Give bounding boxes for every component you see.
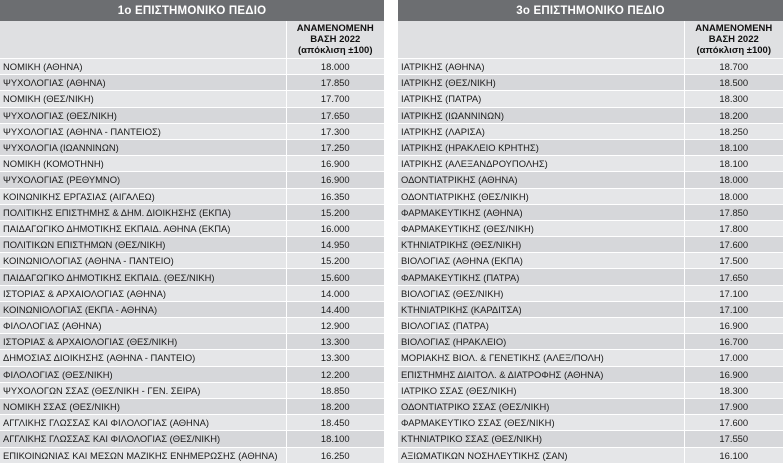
table-row — [398, 269, 783, 285]
expected-base-cell: 18.200 — [286, 398, 384, 414]
table-row — [398, 237, 783, 253]
table-row — [398, 59, 783, 75]
expected-base-cell: 17.250 — [286, 139, 384, 155]
expected-base-cell: 18.300 — [684, 91, 783, 107]
department-name-cell: ΑΓΓΛΙΚΗΣ ΓΛΩΣΣΑΣ ΚΑΙ ΦΙΛΟΛΟΓΙΑΣ (ΑΘΗΝΑ) — [0, 415, 286, 431]
department-name-cell: ΦΑΡΜΑΚΕΥΤΙΚΗΣ (ΠΑΤΡΑ) — [398, 269, 684, 285]
table-title: 1ο ΕΠΙΣΤΗΜΟΝΙΚΟ ΠΕΔΙΟ — [0, 0, 384, 21]
expected-base-cell: 17.550 — [684, 431, 783, 447]
table-row — [0, 382, 384, 398]
table-row — [0, 334, 384, 350]
table-row — [0, 431, 384, 447]
expected-base-cell: 18.100 — [684, 156, 783, 172]
department-name-cell: ΙΑΤΡΙΚΗΣ (ΑΘΗΝΑ) — [398, 59, 684, 75]
expected-base-cell: 17.100 — [684, 285, 783, 301]
department-name-cell: ΙΑΤΡΙΚΗΣ (ΑΛΕΞΑΝΔΡΟΥΠΟΛΗΣ) — [398, 156, 684, 172]
department-name-cell: ΕΠΙΣΤΗΜΗΣ ΔΙΑΙΤΟΛ. & ΔΙΑΤΡΟΦΗΣ (ΑΘΗΝΑ) — [398, 366, 684, 382]
department-name-cell: ΟΔΟΝΤΙΑΤΡΙΚΗΣ (ΑΘΗΝΑ) — [398, 172, 684, 188]
department-name-cell: ΒΙΟΛΟΓΙΑΣ (ΗΡΑΚΛΕΙΟ) — [398, 334, 684, 350]
department-name-cell: ΨΥΧΟΛΟΓΙΑΣ (ΑΘΗΝΑ - ΠΑΝΤΕΙΟΣ) — [0, 123, 286, 139]
expected-base-cell: 18.200 — [684, 107, 783, 123]
expected-base-cell: 18.850 — [286, 382, 384, 398]
table-title: 3ο ΕΠΙΣΤΗΜΟΝΙΚΟ ΠΕΔΙΟ — [398, 0, 783, 21]
table-row — [0, 59, 384, 75]
expected-base-cell: 16.900 — [684, 318, 783, 334]
expected-base-cell: 16.350 — [286, 188, 384, 204]
table-row — [0, 447, 384, 463]
expected-base-cell: 17.650 — [286, 107, 384, 123]
expected-base-cell: 17.300 — [286, 123, 384, 139]
expected-base-cell: 17.800 — [684, 220, 783, 236]
department-name-cell: ΨΥΧΟΛΟΓΙΑΣ (ΘΕΣ/ΝΙΚΗ) — [0, 107, 286, 123]
expected-base-cell: 17.100 — [684, 301, 783, 317]
table-row — [398, 334, 783, 350]
department-name-cell: ΚΤΗΝΙΑΤΡΙΚΟ ΣΣΑΣ (ΘΕΣ/ΝΙΚΗ) — [398, 431, 684, 447]
table-row — [0, 285, 384, 301]
expected-base-cell: 15.600 — [286, 269, 384, 285]
department-name-cell: ΑΓΓΛΙΚΗΣ ΓΛΩΣΣΑΣ ΚΑΙ ΦΙΛΟΛΟΓΙΑΣ (ΘΕΣ/ΝΙΚΗ) — [0, 431, 286, 447]
expected-base-cell: 12.900 — [286, 318, 384, 334]
table-row — [398, 318, 783, 334]
table-row — [398, 415, 783, 431]
department-name-cell: ΨΥΧΟΛΟΓΙΑΣ (ΑΘΗΝΑ) — [0, 75, 286, 91]
expected-base-cell: 16.700 — [684, 334, 783, 350]
name-column-header — [0, 21, 286, 59]
department-name-cell: ΠΟΛΙΤΙΚΩΝ ΕΠΙΣΤΗΜΩΝ (ΘΕΣ/ΝΙΚΗ) — [0, 237, 286, 253]
table-row — [398, 431, 783, 447]
expected-base-cell: 16.250 — [286, 447, 384, 463]
column-header-line: ΑΝΑΜΕΝΟΜΕΝΗ — [296, 23, 374, 34]
department-name-cell: ΒΙΟΛΟΓΙΑΣ (ΠΑΤΡΑ) — [398, 318, 684, 334]
table-row — [398, 91, 783, 107]
table-row — [0, 318, 384, 334]
table-row — [398, 447, 783, 463]
table-row — [398, 139, 783, 155]
table-row — [0, 269, 384, 285]
expected-base-cell: 13.300 — [286, 350, 384, 366]
department-name-cell: ΦΙΛΟΛΟΓΙΑΣ (ΘΕΣ/ΝΙΚΗ) — [0, 366, 286, 382]
table-field-3 — [398, 0, 783, 463]
expected-base-cell: 16.900 — [286, 172, 384, 188]
table-row — [0, 123, 384, 139]
department-name-cell: ΙΣΤΟΡΙΑΣ & ΑΡΧΑΙΟΛΟΓΙΑΣ (ΑΘΗΝΑ) — [0, 285, 286, 301]
expected-base-cell: 18.300 — [684, 382, 783, 398]
department-name-cell: ΦΑΡΜΑΚΕΥΤΙΚΟ ΣΣΑΣ (ΘΕΣ/ΝΙΚΗ) — [398, 415, 684, 431]
table-row — [0, 156, 384, 172]
table-row — [0, 366, 384, 382]
table-row — [0, 139, 384, 155]
table-row — [0, 350, 384, 366]
column-header-line: ΒΑΣΗ 2022 — [708, 34, 759, 45]
department-name-cell: ΙΑΤΡΙΚΟ ΣΣΑΣ (ΘΕΣ/ΝΙΚΗ) — [398, 382, 684, 398]
table-row — [0, 253, 384, 269]
expected-base-cell: 18.250 — [684, 123, 783, 139]
table-row — [398, 204, 783, 220]
expected-base-cell: 17.650 — [684, 269, 783, 285]
base-column-header — [286, 21, 384, 59]
table-row — [0, 188, 384, 204]
expected-base-cell: 12.200 — [286, 366, 384, 382]
table-row — [398, 301, 783, 317]
expected-base-cell: 15.200 — [286, 253, 384, 269]
expected-base-cell: 16.000 — [286, 220, 384, 236]
table-row — [398, 398, 783, 414]
table-row — [0, 172, 384, 188]
department-name-cell: ΒΙΟΛΟΓΙΑΣ (ΘΕΣ/ΝΙΚΗ) — [398, 285, 684, 301]
table-row — [398, 285, 783, 301]
expected-base-cell: 17.000 — [684, 350, 783, 366]
table-row — [398, 382, 783, 398]
expected-base-cell: 18.450 — [286, 415, 384, 431]
department-name-cell: ΦΑΡΜΑΚΕΥΤΙΚΗΣ (ΘΕΣ/ΝΙΚΗ) — [398, 220, 684, 236]
table-row — [398, 253, 783, 269]
department-name-cell: ΟΔΟΝΤΙΑΤΡΙΚΗΣ (ΘΕΣ/ΝΙΚΗ) — [398, 188, 684, 204]
expected-base-cell: 17.900 — [684, 398, 783, 414]
department-name-cell: ΚΟΙΝΩΝΙΟΛΟΓΙΑΣ (ΑΘΗΝΑ - ΠΑΝΤΕΙΟ) — [0, 253, 286, 269]
department-name-cell: ΨΥΧΟΛΟΓΙΑ (ΙΩΑΝΝΙΝΩΝ) — [0, 139, 286, 155]
expected-base-cell: 18.100 — [286, 431, 384, 447]
table-row — [398, 220, 783, 236]
expected-base-cell: 17.850 — [286, 75, 384, 91]
department-name-cell: ΙΣΤΟΡΙΑΣ & ΑΡΧΑΙΟΛΟΓΙΑΣ (ΘΕΣ/ΝΙΚΗ) — [0, 334, 286, 350]
department-name-cell: ΙΑΤΡΙΚΗΣ (ΗΡΑΚΛΕΙΟ ΚΡΗΤΗΣ) — [398, 139, 684, 155]
department-name-cell: ΠΟΛΙΤΙΚΗΣ ΕΠΙΣΤΗΜΗΣ & ΔΗΜ. ΔΙΟΙΚΗΣΗΣ (ΕΚΠΑ) — [0, 204, 286, 220]
expected-base-cell: 18.000 — [684, 172, 783, 188]
department-name-cell: ΦΑΡΜΑΚΕΥΤΙΚΗΣ (ΑΘΗΝΑ) — [398, 204, 684, 220]
table-row — [0, 107, 384, 123]
table-row — [398, 350, 783, 366]
expected-base-cell: 18.700 — [684, 59, 783, 75]
department-name-cell: ΝΟΜΙΚΗ (ΑΘΗΝΑ) — [0, 59, 286, 75]
expected-base-cell: 16.900 — [286, 156, 384, 172]
department-name-cell: ΕΠΙΚΟΙΝΩΝΙΑΣ ΚΑΙ ΜΕΣΩΝ ΜΑΖΙΚΗΣ ΕΝΗΜΕΡΩΣΗΣ (ΑΘΗΝΑ) — [0, 447, 286, 463]
department-name-cell: ΦΙΛΟΛΟΓΙΑΣ (ΑΘΗΝΑ) — [0, 318, 286, 334]
expected-base-cell: 17.600 — [684, 237, 783, 253]
table-row — [0, 91, 384, 107]
department-name-cell: ΚΟΙΝΩΝΙΟΛΟΓΙΑΣ (ΕΚΠΑ - ΑΘΗΝΑ) — [0, 301, 286, 317]
column-header-line: (απόκλιση ±100) — [298, 45, 373, 56]
column-header-line: ΑΝΑΜΕΝΟΜΕΝΗ — [695, 23, 773, 34]
department-name-cell: ΚΟΙΝΩΝΙΚΗΣ ΕΡΓΑΣΙΑΣ (ΑΙΓΑΛΕΩ) — [0, 188, 286, 204]
table-row — [0, 75, 384, 91]
base-column-header — [684, 21, 783, 59]
department-name-cell: ΚΤΗΝΙΑΤΡΙΚΗΣ (ΚΑΡΔΙΤΣΑ) — [398, 301, 684, 317]
column-header-line: ΒΑΣΗ 2022 — [310, 34, 361, 45]
expected-base-cell: 15.200 — [286, 204, 384, 220]
expected-base-cell: 18.000 — [684, 188, 783, 204]
department-name-cell: ΑΞΙΩΜΑΤΙΚΩΝ ΝΟΣΗΛΕΥΤΙΚΗΣ (ΣΑΝ) — [398, 447, 684, 463]
panel-field-3 — [398, 0, 783, 463]
table-row — [0, 204, 384, 220]
column-header-line: (απόκλιση ±100) — [696, 45, 771, 56]
department-name-cell: ΚΤΗΝΙΑΤΡΙΚΗΣ (ΘΕΣ/ΝΙΚΗ) — [398, 237, 684, 253]
department-name-cell: ΠΑΙΔΑΓΩΓΙΚΟ ΔΗΜΟΤΙΚΗΣ ΕΚΠΑΙΔ. ΑΘΗΝΑ (ΕΚΠΑ) — [0, 220, 286, 236]
table-row — [398, 75, 783, 91]
expected-base-cell: 14.400 — [286, 301, 384, 317]
department-name-cell: ΨΥΧΟΛΟΓΩΝ ΣΣΑΣ (ΘΕΣ/ΝΙΚΗ - ΓΕΝ. ΣΕΙΡΑ) — [0, 382, 286, 398]
table-row — [0, 415, 384, 431]
department-name-cell: ΠΑΙΔΑΓΩΓΙΚΟ ΔΗΜΟΤΙΚΗΣ ΕΚΠΑΙΔ. (ΘΕΣ/ΝΙΚΗ) — [0, 269, 286, 285]
department-name-cell: ΜΟΡΙΑΚΗΣ ΒΙΟΛ. & ΓΕΝΕΤΙΚΗΣ (ΑΛΕΞ/ΠΟΛΗ) — [398, 350, 684, 366]
department-name-cell: ΙΑΤΡΙΚΗΣ (ΠΑΤΡΑ) — [398, 91, 684, 107]
expected-base-cell: 16.900 — [684, 366, 783, 382]
department-name-cell: ΝΟΜΙΚΗ (ΘΕΣ/ΝΙΚΗ) — [0, 91, 286, 107]
expected-base-cell: 17.600 — [684, 415, 783, 431]
expected-base-cell: 17.500 — [684, 253, 783, 269]
table-field-1 — [0, 0, 384, 463]
panel-field-1 — [0, 0, 384, 463]
department-name-cell: ΨΥΧΟΛΟΓΙΑΣ (ΡΕΘΥΜΝΟ) — [0, 172, 286, 188]
table-row — [0, 301, 384, 317]
expected-base-cell: 14.000 — [286, 285, 384, 301]
department-name-cell: ΙΑΤΡΙΚΗΣ (ΛΑΡΙΣΑ) — [398, 123, 684, 139]
table-row — [398, 107, 783, 123]
table-row — [0, 398, 384, 414]
expected-base-cell: 18.500 — [684, 75, 783, 91]
department-name-cell: ΝΟΜΙΚΗ ΣΣΑΣ (ΘΕΣ/ΝΙΚΗ) — [0, 398, 286, 414]
expected-base-cell: 18.100 — [684, 139, 783, 155]
department-name-cell: ΔΗΜΟΣΙΑΣ ΔΙΟΙΚΗΣΗΣ (ΑΘΗΝΑ - ΠΑΝΤΕΙΟ) — [0, 350, 286, 366]
expected-base-cell: 16.100 — [684, 447, 783, 463]
name-column-header — [398, 21, 684, 59]
department-name-cell: ΙΑΤΡΙΚΗΣ (ΙΩΑΝΝΙΝΩΝ) — [398, 107, 684, 123]
table-row — [398, 188, 783, 204]
table-row — [398, 172, 783, 188]
department-name-cell: ΙΑΤΡΙΚΗΣ (ΘΕΣ/ΝΙΚΗ) — [398, 75, 684, 91]
department-name-cell: ΟΔΟΝΤΙΑΤΡΙΚΟ ΣΣΑΣ (ΘΕΣ/ΝΙΚΗ) — [398, 398, 684, 414]
table-row — [0, 237, 384, 253]
expected-base-cell: 17.850 — [684, 204, 783, 220]
table-row — [398, 366, 783, 382]
table-row — [398, 123, 783, 139]
department-name-cell: ΒΙΟΛΟΓΙΑΣ (ΑΘΗΝΑ (ΕΚΠΑ) — [398, 253, 684, 269]
table-row — [398, 156, 783, 172]
expected-base-cell: 18.000 — [286, 59, 384, 75]
expected-base-cell: 14.950 — [286, 237, 384, 253]
department-name-cell: ΝΟΜΙΚΗ (ΚΟΜΟΤΗΝΗ) — [0, 156, 286, 172]
table-row — [0, 220, 384, 236]
expected-base-cell: 13.300 — [286, 334, 384, 350]
expected-base-cell: 17.700 — [286, 91, 384, 107]
